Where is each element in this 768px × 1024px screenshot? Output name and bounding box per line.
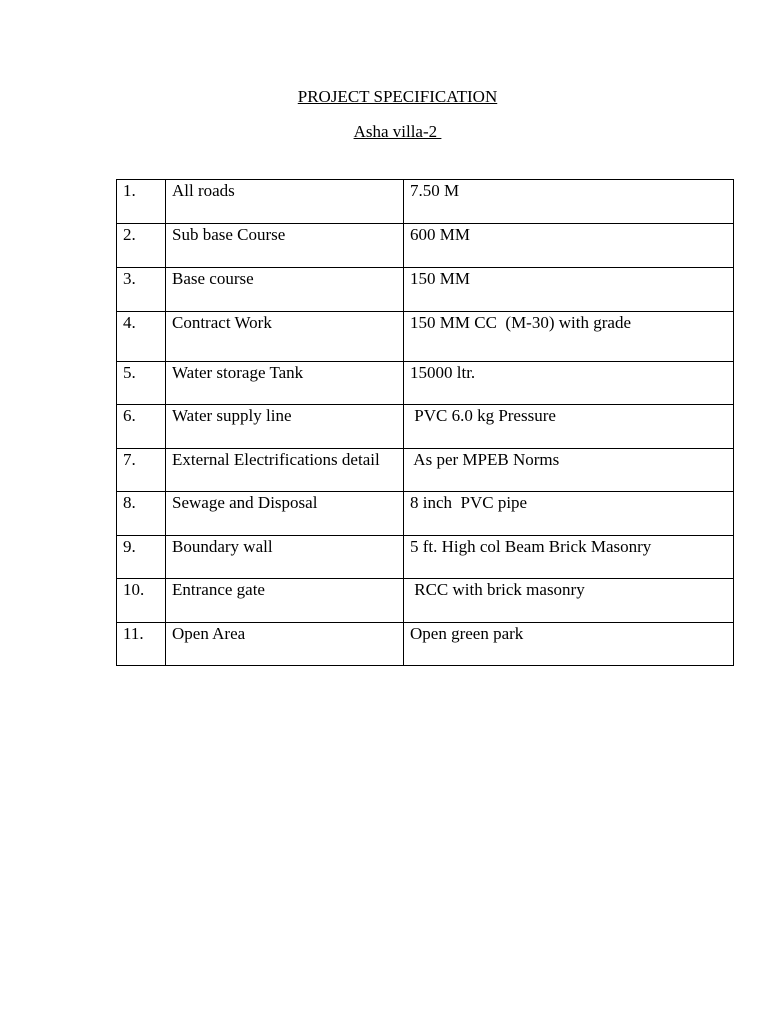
table-row	[117, 180, 734, 224]
row-item: Open Area	[166, 623, 404, 666]
row-value: PVC 6.0 kg Pressure	[404, 405, 734, 449]
table-row	[117, 579, 734, 623]
table-row	[117, 492, 734, 536]
row-number: 4.	[117, 312, 166, 362]
row-value: As per MPEB Norms	[404, 449, 734, 492]
row-item: Base course	[166, 268, 404, 312]
table-row	[117, 268, 734, 312]
row-number: 8.	[117, 492, 166, 536]
document-title: PROJECT SPECIFICATION	[297, 87, 498, 106]
row-item: External Electrifications detail	[166, 449, 404, 492]
row-number: 9.	[117, 536, 166, 579]
row-number: 1.	[117, 180, 166, 224]
row-number: 3.	[117, 268, 166, 312]
table-row	[117, 449, 734, 492]
row-number: 6.	[117, 405, 166, 449]
row-number: 7.	[117, 449, 166, 492]
row-number: 2.	[117, 224, 166, 268]
specification-table	[116, 179, 734, 666]
table-row	[117, 623, 734, 666]
table-row	[117, 312, 734, 362]
row-item: Sub base Course	[166, 224, 404, 268]
table-row	[117, 405, 734, 449]
row-value: 600 MM	[404, 224, 734, 268]
row-value: RCC with brick masonry	[404, 579, 734, 623]
row-value: 15000 ltr.	[404, 362, 734, 405]
table-row	[117, 536, 734, 579]
row-item: Entrance gate	[166, 579, 404, 623]
row-value: 7.50 M	[404, 180, 734, 224]
row-item: Boundary wall	[166, 536, 404, 579]
row-value: 5 ft. High col Beam Brick Masonry	[404, 536, 734, 579]
row-value: 8 inch PVC pipe	[404, 492, 734, 536]
row-number: 10.	[117, 579, 166, 623]
row-number: 5.	[117, 362, 166, 405]
row-number: 11.	[117, 623, 166, 666]
row-item: Water storage Tank	[166, 362, 404, 405]
table-row	[117, 224, 734, 268]
row-item: Sewage and Disposal	[166, 492, 404, 536]
row-value: 150 MM CC (M-30) with grade	[404, 312, 734, 362]
row-item: Water supply line	[166, 405, 404, 449]
row-value: 150 MM	[404, 268, 734, 312]
row-item: All roads	[166, 180, 404, 224]
row-item: Contract Work	[166, 312, 404, 362]
row-value: Open green park	[404, 623, 734, 666]
document-subtitle: Asha villa-2	[353, 122, 442, 141]
table-row	[117, 362, 734, 405]
